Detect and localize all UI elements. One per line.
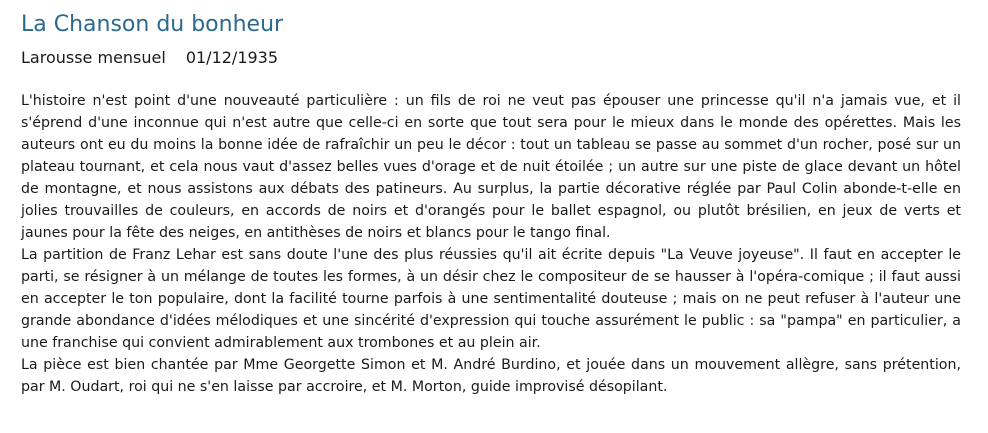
article-source: Larousse mensuel (21, 48, 166, 67)
paragraph: La pièce est bien chantée par Mme Georgette Simon et M. André Burdino, et jouée dans un mouvement allègre, sans prétention, par M. Oudart, roi qui ne s'en laisse par accroire, et M. Morton, guide improvisé désopilant. (21, 357, 961, 395)
article-title: La Chanson du bonheur (21, 12, 284, 37)
paragraph: L'histoire n'est point d'une nouveauté particulière : un fils de roi ne veut pas épouser une princesse qu'il n'a jamais vue, et il s'éprend d'une inconnue qui n'est autre que celle-ci en sorte que tout sera pour le mieux dans le monde des opérettes. Mais les auteurs ont eu du moins la bonne idée de rafraîchir un peu le décor : tout un tableau se passe au sommet d'un rocher, posé sur un plateau tournant, et cela nous vaut d'assez belles vues d'orage et de nuit étoilée ; un autre sur une piste de glace devant un hôtel de montagne, et nous assistons aux débats des patineurs. Au surplus, la partie décorative réglée par Paul Colin abonde-t-elle en jolies trouvailles de couleurs, en accords de noirs et d'orangés pour le ballet espagnol, ou plutôt brésilien, en jeux de verts et jaunes pour la fête des neiges, en antithèses de noirs et blancs pour le tango final. (21, 93, 961, 241)
article (21, 10, 961, 398)
paragraph: La partition de Franz Lehar est sans doute l'une des plus réussies qu'il ait écrite depuis "La Veuve joyeuse". Il faut en accepter le parti, se résigner à un mélange de toutes les formes, à un désir chez le compositeur de se hausser à l'opéra-comique ; il faut aussi en accepter le ton populaire, dont la facilité tourne parfois à une sentimentalité douteuse ; mais on ne peut refuser à l'auteur une grande abondance d'idées mélodiques et une sincérité d'expression qui touche assurément le public : sa "pampa" en particulier, a une franchise qui convient admirablement aux trombones et au plein air. (21, 247, 961, 351)
article-date: 01/12/1935 (185, 48, 279, 67)
article-body (21, 90, 961, 398)
article-meta (21, 46, 961, 70)
